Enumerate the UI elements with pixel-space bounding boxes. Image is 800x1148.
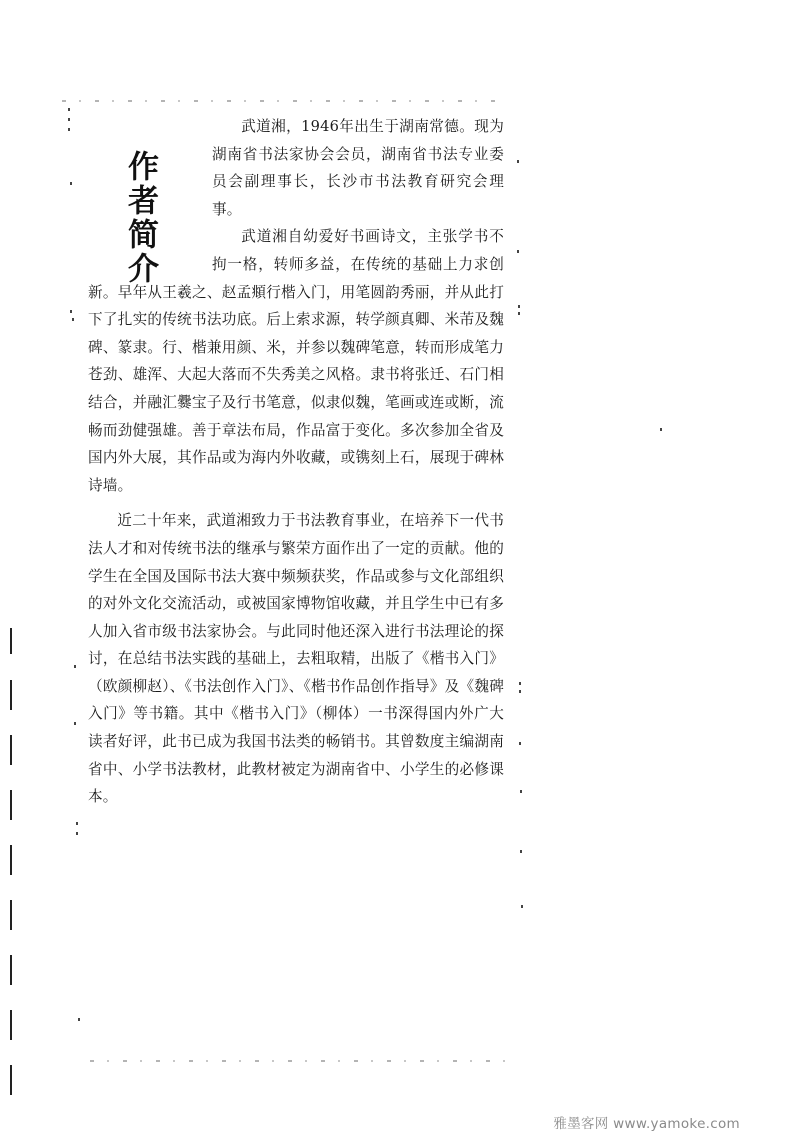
paragraph-biography: 武道湘，1946年出生于湖南常德。现为湖南省书法家协会会员，湖南省书法专业委员会副理事长，长沙市书法教育研究会理事。 — [212, 118, 504, 218]
scan-noise-bottom — [90, 1060, 510, 1062]
paragraph-style: 武道湘自幼爱好书画诗文，主张学书不拘一格，转师多益，在传统的基础上力求创新。早年从王羲之、赵孟頫行楷入门，用笔圆韵秀丽，并从此打下了扎实的传统书法功底。后上索求源，转学颜真卿、米芾及魏碑、篆隶。行、楷兼用颜、米，并参以魏碑笔意，转而形成笔力苍劲、雄浑、大起大落而不失秀美之风格。隶书将张迁、石门相结合，并融汇爨宝子及行书笔意，似隶似魏，笔画或连或断，流畅而劲健强雄。善于章法布局，作品富于变化。多次参加全省及国内外大展，其作品或为海内外收藏，或镌刻上石，展现于碑林诗墙。 — [88, 228, 504, 494]
margin-mark — [10, 790, 12, 820]
watermark: 雅墨客网 www.yamoke.com — [553, 1116, 740, 1132]
margin-mark — [10, 680, 12, 710]
section-heading: 作者简介 — [122, 150, 158, 286]
margin-speck — [70, 182, 72, 185]
margin-mark — [10, 735, 12, 765]
margin-mark — [10, 900, 12, 930]
margin-speck — [518, 305, 520, 308]
margin-speck — [520, 790, 522, 793]
scan-noise-top — [62, 100, 502, 102]
margin-speck — [72, 318, 74, 321]
margin-speck — [76, 832, 78, 835]
margin-mark — [10, 628, 12, 654]
margin-speck — [518, 312, 520, 315]
heading-space — [88, 113, 212, 278]
margin-speck — [68, 128, 70, 131]
margin-mark — [10, 1065, 12, 1095]
margin-speck — [660, 428, 662, 431]
margin-speck — [519, 742, 521, 745]
margin-speck — [517, 250, 519, 253]
margin-speck — [74, 665, 76, 668]
body-text — [88, 113, 504, 811]
margin-speck — [519, 690, 521, 693]
margin-speck — [76, 822, 78, 825]
margin-speck — [519, 682, 521, 685]
margin-speck — [74, 722, 76, 725]
margin-speck — [521, 905, 523, 908]
margin-mark — [10, 845, 12, 875]
margin-mark — [10, 955, 12, 985]
paragraph-teaching: 近二十年来，武道湘致力于书法教育事业，在培养下一代书法人才和对传统书法的继承与繁荣方面作出了一定的贡献。他的学生在全国及国际书法大赛中频频获奖，作品或参与文化部组织的对外文化交流活动，或被国家博物馆收藏，并且学生中已有多人加入省市级书法家协会。与此同时他还深入进行书法理论的探讨，在总结书法实践的基础上，去粗取精，出版了《楷书入门》（欧颜柳赵）、《书法创作入门》、《楷书作品创作指导》及《魏碑入门》等书籍。其中《楷书入门》（柳体）一书深得国内外广大读者好评，此书已成为我国书法类的畅销书。其曾数度主编湖南省中、小学书法教材，此教材被定为湖南省中、小学生的必修课本。 — [88, 512, 504, 806]
margin-speck — [520, 850, 522, 853]
margin-speck — [68, 108, 70, 111]
margin-speck — [70, 310, 72, 313]
margin-speck — [78, 1018, 80, 1021]
margin-mark — [10, 1010, 12, 1040]
margin-speck — [517, 160, 519, 163]
margin-speck — [68, 118, 70, 121]
